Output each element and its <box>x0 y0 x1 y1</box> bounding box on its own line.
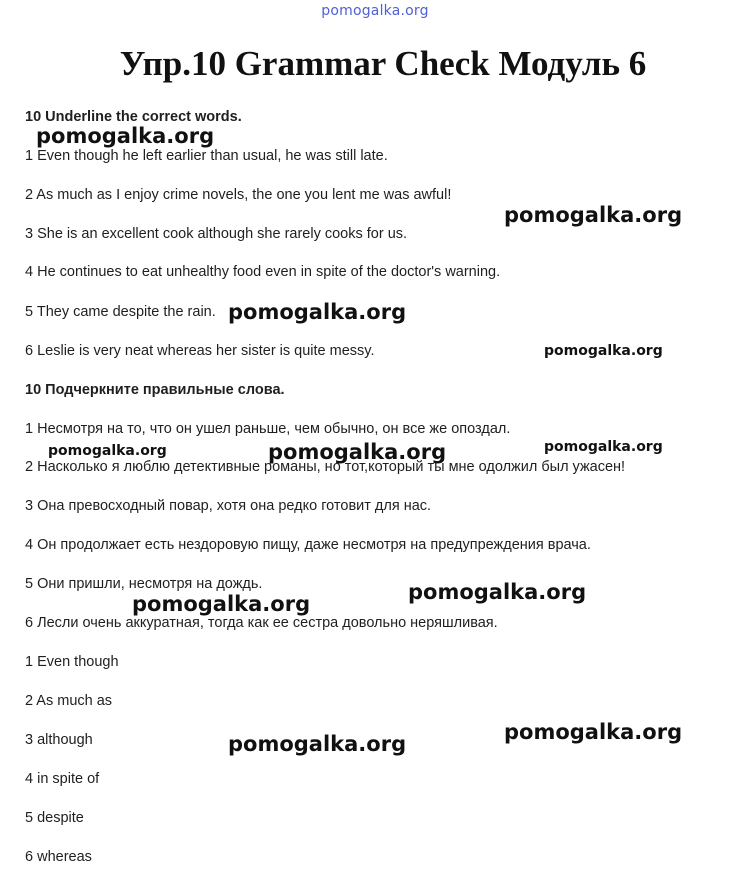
watermark: pomogalka.org <box>268 440 447 464</box>
watermark: pomogalka.org <box>504 203 683 227</box>
watermark: pomogalka.org <box>504 720 683 744</box>
english-item-3: 3 She is an excellent cook although she rarely cooks for us. <box>25 226 408 242</box>
russian-item-1: 1 Несмотря на то, что он ушел раньше, чем обычно, он все же опоздал. <box>25 421 511 437</box>
english-item-6: 6 Leslie is very neat whereas her sister is quite messy. <box>25 343 375 359</box>
russian-item-6: 6 Лесли очень аккуратная, тогда как ее сестра довольно неряшливая. <box>25 615 498 631</box>
answer-2: 2 As much as <box>25 693 113 709</box>
russian-heading: 10 Подчеркните правильные слова. <box>25 382 285 398</box>
english-item-5: 5 They came despite the rain. <box>25 304 216 320</box>
russian-item-3: 3 Она превосходный повар, хотя она редко готовит для нас. <box>25 498 432 514</box>
english-heading: 10 Underline the correct words. <box>25 109 242 125</box>
watermark: pomogalka.org <box>544 439 663 455</box>
russian-item-5: 5 Они пришли, несмотря на дождь. <box>25 576 263 592</box>
watermark: pomogalka.org <box>36 124 215 148</box>
answer-5: 5 despite <box>25 810 84 826</box>
site-link[interactable]: pomogalka.org <box>321 3 429 19</box>
english-item-2: 2 As much as I enjoy crime novels, the one you lent me was awful! <box>25 187 452 203</box>
russian-item-4: 4 Он продолжает есть нездоровую пищу, даже несмотря на предупреждения врача. <box>25 537 591 553</box>
page-title: Упр.10 Grammar Check Модуль 6 <box>119 44 647 83</box>
watermark: pomogalka.org <box>408 580 587 604</box>
watermark: pomogalka.org <box>544 343 663 359</box>
watermark: pomogalka.org <box>48 443 167 459</box>
watermark: pomogalka.org <box>132 592 311 616</box>
answer-4: 4 in spite of <box>25 771 100 787</box>
watermark: pomogalka.org <box>228 300 407 324</box>
answer-3: 3 although <box>25 732 93 748</box>
english-item-4: 4 He continues to eat unhealthy food even in spite of the doctor's warning. <box>25 264 501 280</box>
english-item-1: 1 Even though he left earlier than usual, he was still late. <box>25 148 388 164</box>
answer-1: 1 Even though <box>25 654 119 670</box>
russian-item-2: 2 Насколько я люблю детективные романы, но тот,который ты мне одолжил был ужасен! <box>25 459 626 475</box>
watermark: pomogalka.org <box>228 732 407 756</box>
answer-6: 6 whereas <box>25 849 92 865</box>
